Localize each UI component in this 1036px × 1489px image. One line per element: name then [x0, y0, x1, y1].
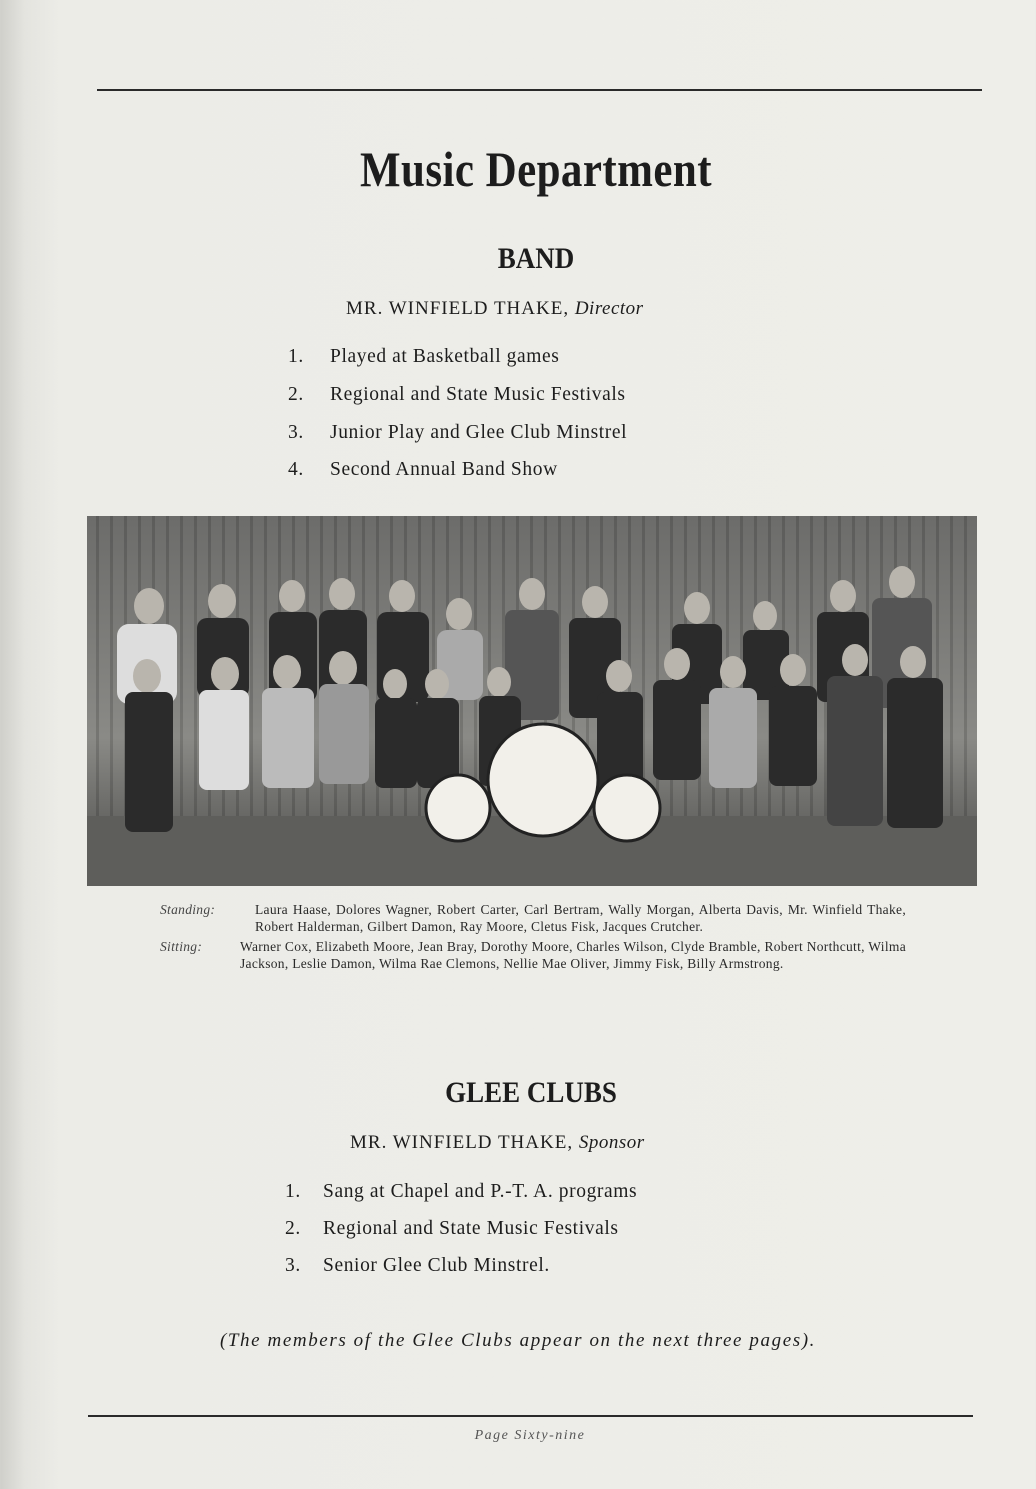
band-heading: BAND — [497, 242, 575, 275]
glee-note: (The members of the Glee Clubs appear on the next three pages). — [219, 1330, 817, 1351]
band-caption — [160, 902, 906, 972]
page-title: Music Department — [359, 141, 712, 197]
standing-label: Standing: — [160, 902, 216, 917]
caption-sitting — [160, 939, 906, 972]
item-text: Sang at Chapel and P.-T. A. programs — [323, 1181, 638, 1202]
band-photo — [87, 516, 977, 886]
item-number: 3. — [288, 422, 304, 443]
item-text: Regional and State Music Festivals — [323, 1218, 619, 1239]
item-text: Regional and State Music Festivals — [330, 384, 626, 405]
top-rule — [97, 89, 982, 91]
item-text: Second Annual Band Show — [330, 459, 558, 480]
item-text: Junior Play and Glee Club Minstrel — [330, 422, 628, 443]
item-text: Senior Glee Club Minstrel. — [323, 1255, 550, 1276]
item-number: 2. — [285, 1218, 301, 1239]
sitting-label: Sitting: — [160, 939, 203, 954]
director-name: MR. WINFIELD THAKE, — [346, 298, 570, 319]
standing-names: Laura Haase, Dolores Wagner, Robert Carter, Carl Bertram, Wally Morgan, Alberta Davis, Mr. Winfield Thake, Robert Halderman, Gilbert Damon, Ray Moore, Cletus Fisk, Jacques Crutcher. — [255, 902, 906, 934]
director-role: Director — [574, 298, 644, 319]
sitting-names: Warner Cox, Elizabeth Moore, Jean Bray, Dorothy Moore, Charles Wilson, Clyde Bramble, Robert Northcutt, Wilma Jackson, Leslie Damon, Wilma Rae Clemons, Nellie Mae Oliver, Jimmy Fisk, Billy Armstrong. — [240, 939, 906, 971]
bottom-rule — [88, 1415, 973, 1417]
caption-standing — [160, 902, 906, 935]
item-number: 1. — [288, 346, 304, 367]
item-number: 2. — [288, 384, 304, 405]
item-number: 3. — [285, 1255, 301, 1276]
item-number: 4. — [288, 459, 304, 480]
glee-heading: GLEE CLUBS — [445, 1076, 617, 1109]
sponsor-role: Sponsor — [578, 1132, 645, 1153]
band-photo-image — [87, 516, 977, 886]
sponsor-name: MR. WINFIELD THAKE, — [350, 1132, 574, 1153]
item-text: Played at Basketball games — [330, 346, 560, 367]
glee-sponsor — [350, 1132, 645, 1154]
page-number: Page Sixty-nine — [474, 1428, 586, 1443]
item-number: 1. — [285, 1181, 301, 1202]
band-director — [346, 298, 644, 320]
